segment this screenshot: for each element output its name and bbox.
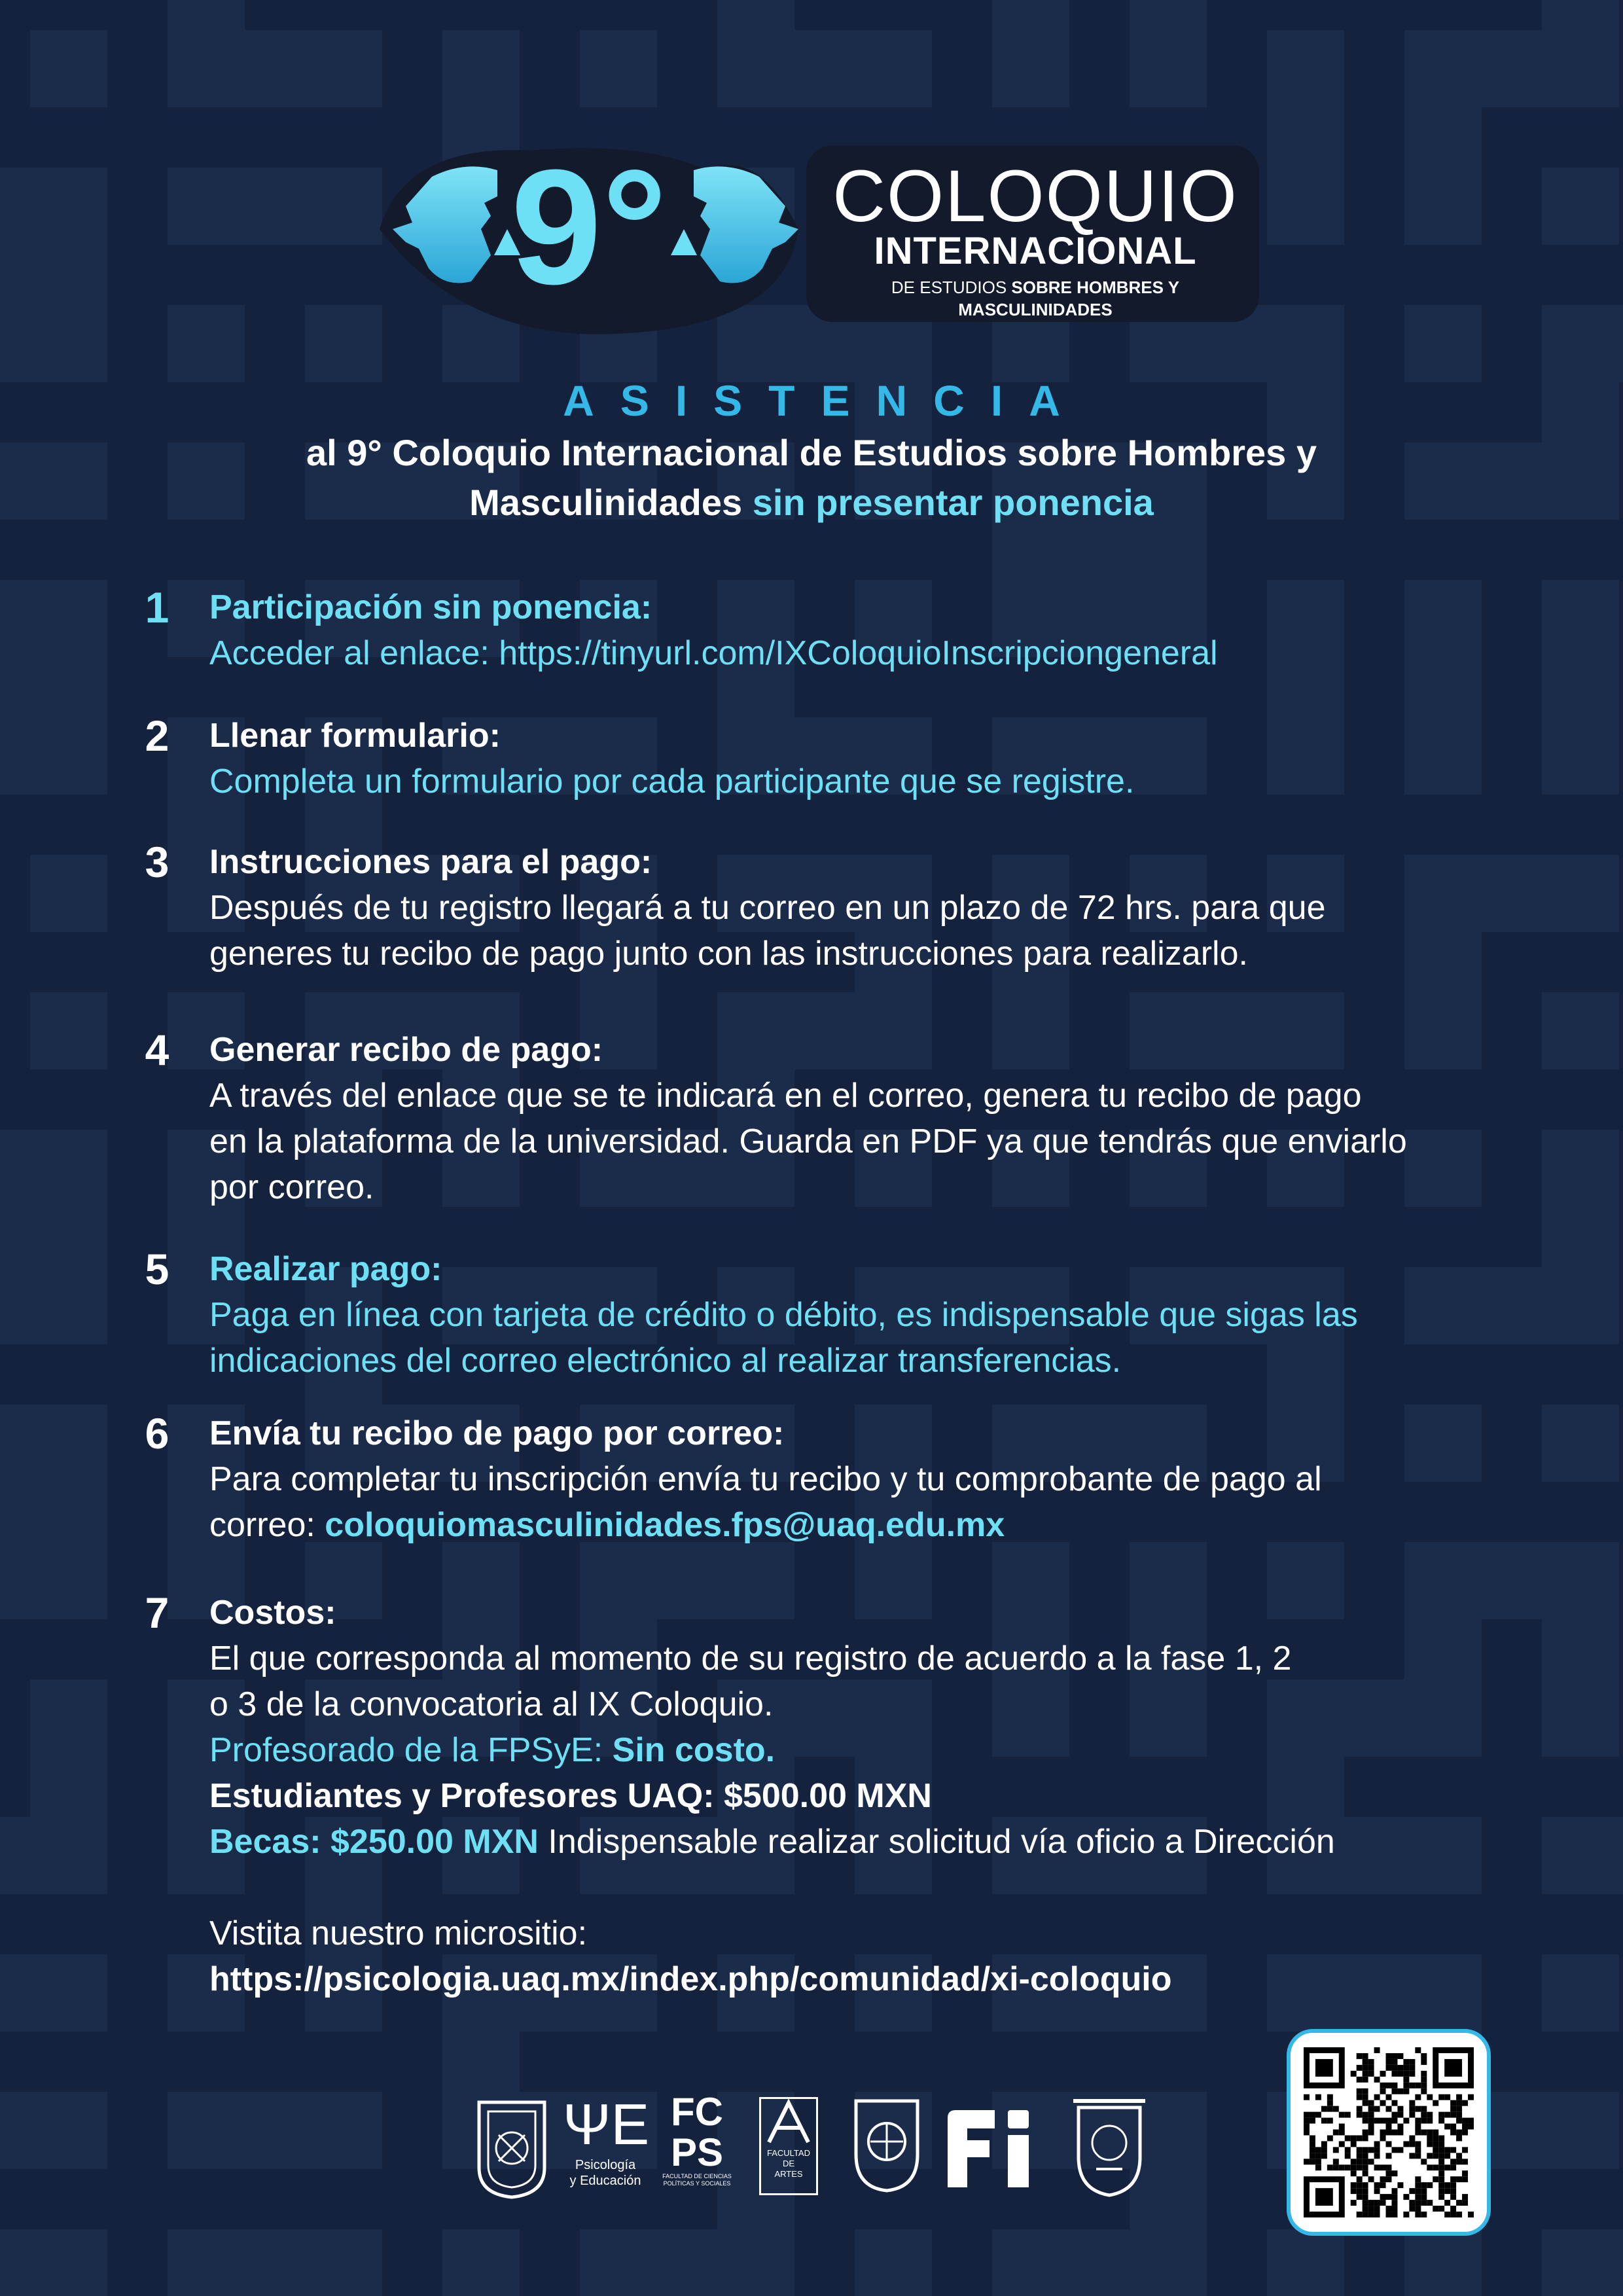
qr-code[interactable] bbox=[1287, 2029, 1491, 2236]
step-number: 3 bbox=[145, 838, 169, 886]
artes-logo bbox=[759, 2097, 818, 2195]
uaq-shield-icon bbox=[1067, 2092, 1152, 2200]
subtitle-line-1: al 9° Coloquio Internacional de Estudios sobre Hombres y bbox=[306, 432, 1317, 473]
step-number: 5 bbox=[145, 1245, 169, 1293]
step-text: indicaciones del correo electrónico al realizar transferencias. bbox=[209, 1342, 1122, 1380]
artes-line-1: FACULTAD bbox=[767, 2148, 810, 2158]
subtitle-line-2 bbox=[0, 478, 1623, 528]
cost-becas-label: Becas: $250.00 MXN bbox=[209, 1823, 539, 1861]
qr-code-icon bbox=[1304, 2047, 1474, 2217]
edition-number bbox=[510, 135, 668, 318]
step-text: generes tu recibo de pago junto con las instrucciones para realizarlo. bbox=[209, 935, 1248, 973]
step-number: 6 bbox=[145, 1409, 169, 1458]
subtitle-cyan: sin presentar ponencia bbox=[752, 482, 1154, 523]
step-title: Participación sin ponencia: bbox=[209, 588, 652, 626]
step-title: Realizar pago: bbox=[209, 1250, 442, 1288]
step-text: o 3 de la convocatoria al IX Coloquio. bbox=[209, 1685, 774, 1723]
visit-label: Vistita nuestro micrositio: bbox=[209, 1914, 588, 1952]
brand-subtitle: INTERNACIONAL bbox=[874, 230, 1197, 272]
brand-title: COLOQUIO bbox=[832, 155, 1238, 237]
step-text: en la plataforma de la universidad. Guarda en PDF ya que tendrás que enviarlo bbox=[209, 1122, 1407, 1160]
psico-mark: ΨE bbox=[563, 2092, 650, 2157]
cost-becas bbox=[209, 1819, 1544, 1865]
step-number: 1 bbox=[145, 583, 169, 632]
brand-tagline bbox=[826, 276, 1245, 321]
step-text: Después de tu registro llegará a tu correo en un plazo de 72 hrs. para que bbox=[209, 889, 1326, 927]
step-text: A través del enlace que se te indicará en el correo, genera tu recibo de pago bbox=[209, 1077, 1362, 1115]
fcps-top: FC bbox=[671, 2090, 723, 2134]
cost-professors bbox=[209, 1727, 1544, 1773]
institution-logos bbox=[471, 2092, 1152, 2203]
fcps-caption: FACULTAD DE CIENCIAS POLÍTICAS Y SOCIALES bbox=[662, 2173, 732, 2187]
brand-tag-bold: SOBRE HOMBRES Y MASCULINIDADES bbox=[958, 278, 1180, 319]
step-title: Costos: bbox=[209, 1594, 336, 1632]
fcps-bottom: PS bbox=[670, 2130, 724, 2174]
fi-logo-icon bbox=[942, 2105, 1041, 2190]
brand-tag-prefix: DE ESTUDIOS bbox=[891, 278, 1007, 297]
step-number: 2 bbox=[145, 711, 169, 760]
artes-a-icon bbox=[761, 2099, 816, 2145]
step-text: por correo. bbox=[209, 1168, 374, 1206]
step-email-line bbox=[209, 1502, 1544, 1548]
fcps-logo bbox=[661, 2092, 733, 2187]
step-title: Llenar formulario: bbox=[209, 717, 501, 755]
step-text: El que corresponda al momento de su registro de acuerdo a la fase 1, 2 bbox=[209, 1640, 1292, 1677]
uaq-seal-icon bbox=[473, 2096, 551, 2200]
cost-professors-label: Profesorado de la FPSyE: bbox=[209, 1731, 603, 1769]
subtitle-white: Masculinidades bbox=[469, 482, 743, 523]
step-title: Instrucciones para el pago: bbox=[209, 843, 652, 881]
microsite-link[interactable]: https://psicologia.uaq.mx/index.php/comunidad/xi-coloquio bbox=[209, 1960, 1172, 1998]
cost-becas-note: Indispensable realizar solicitud vía oficio a Dirección bbox=[548, 1823, 1335, 1861]
step-text: Para completar tu inscripción envía tu recibo y tu comprobante de pago al bbox=[209, 1460, 1322, 1498]
page-title: ASISTENCIA bbox=[563, 376, 1086, 425]
cost-professors-value: Sin costo. bbox=[612, 1731, 776, 1769]
step-number: 7 bbox=[145, 1588, 169, 1637]
faculty-seal-icon bbox=[851, 2096, 923, 2194]
email-link[interactable]: coloquiomasculinidades.fps@uaq.edu.mx bbox=[325, 1506, 1005, 1544]
psico-line-1: Psicología bbox=[575, 2158, 636, 2172]
registration-link[interactable]: Acceder al enlace: https://tinyurl.com/IXColoquioInscripciongeneral bbox=[209, 634, 1218, 672]
step-title: Generar recibo de pago: bbox=[209, 1031, 603, 1069]
psico-educacion-logo bbox=[563, 2092, 648, 2189]
cost-uaq: Estudiantes y Profesores UAQ: $500.00 MXN bbox=[209, 1777, 932, 1815]
edition-text: 9° bbox=[510, 135, 668, 318]
psico-line-2: y Educación bbox=[569, 2174, 641, 2188]
artes-line-2: DE bbox=[782, 2159, 795, 2168]
artes-line-3: ARTES bbox=[774, 2169, 803, 2179]
step-number: 4 bbox=[145, 1026, 169, 1074]
step-text: Completa un formulario por cada participante que se registre. bbox=[209, 762, 1135, 800]
email-prefix: correo: bbox=[209, 1506, 315, 1544]
step-text: Paga en línea con tarjeta de crédito o débito, es indispensable que sigas las bbox=[209, 1296, 1358, 1334]
step-title: Envía tu recibo de pago por correo: bbox=[209, 1414, 785, 1452]
